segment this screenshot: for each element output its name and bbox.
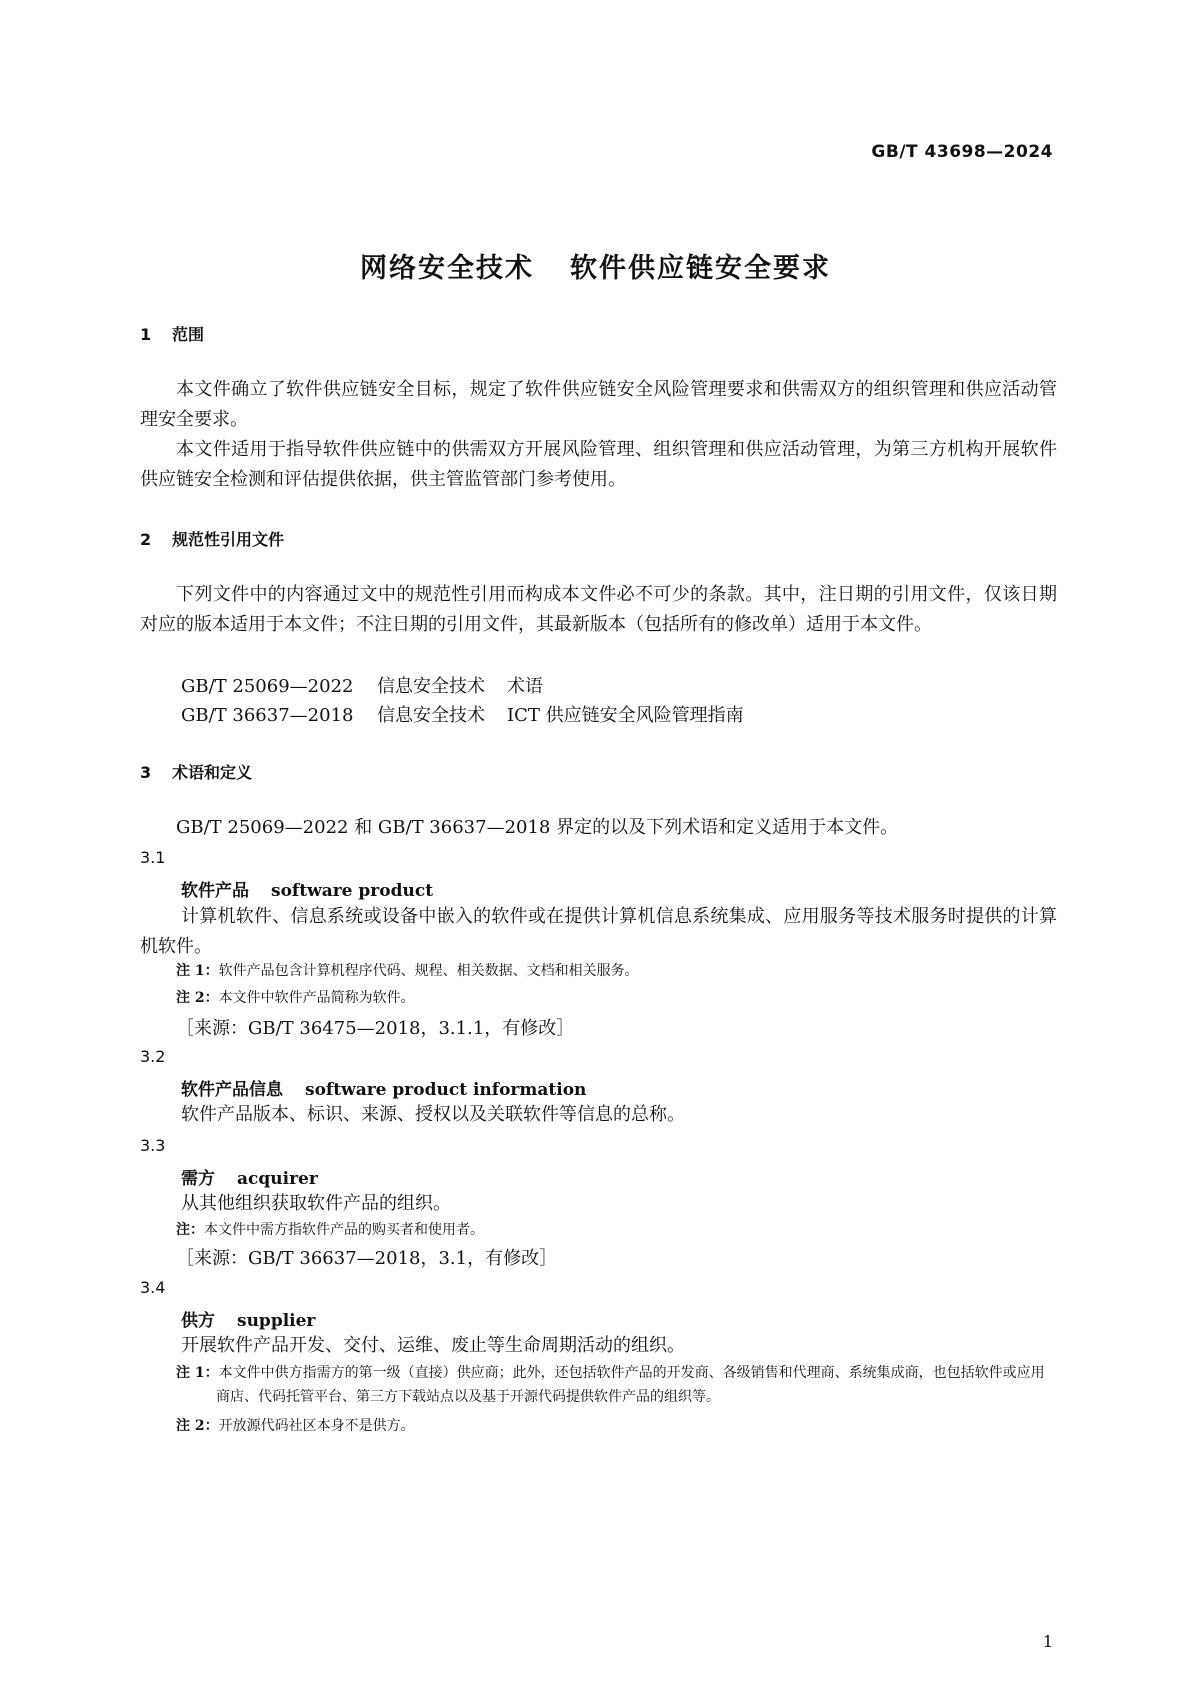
note-label: 注： [176, 1222, 204, 1238]
sec1-paragraph-1: 本文件确立了软件供应链安全目标，规定了软件供应链安全风险管理要求和供需双方的组织管理和供应活动管理安全要求。 [140, 379, 1057, 430]
term-number: 3.1 [140, 848, 166, 867]
term-cn: 软件产品信息 [181, 1080, 283, 1100]
term-definition: 从其他组织获取软件产品的组织。 [181, 1193, 451, 1214]
term-cn: 软件产品 [181, 881, 249, 901]
section-title: 范围 [172, 325, 205, 344]
term-heading [181, 1075, 586, 1100]
sec3-intro: GB/T 25069—2022 和 GB/T 36637—2018 界定的以及下列术语和定义适用于本文件。 [176, 817, 899, 838]
title-part-1: 网络安全技术 [360, 253, 534, 284]
reference-title-sub: ICT 供应链安全风险管理指南 [507, 705, 744, 726]
document-title [0, 246, 1191, 285]
term-en: supplier [237, 1311, 316, 1331]
section-2-heading [140, 527, 284, 550]
section-number: 2 [140, 530, 152, 549]
title-part-2: 软件供应链安全要求 [570, 253, 831, 284]
note-label: 注 1： [176, 963, 219, 979]
note [176, 1218, 1056, 1242]
term-en: software product [271, 881, 434, 901]
note [176, 959, 1056, 983]
note [176, 986, 1056, 1010]
term-heading [181, 1306, 315, 1331]
page-number: 1 [1042, 1632, 1053, 1651]
reference-item [181, 701, 744, 727]
reference-code: GB/T 36637—2018 [181, 705, 354, 726]
section-3-heading [140, 760, 252, 783]
term-source: ［来源：GB/T 36637—2018，3.1，有修改］ [176, 1248, 558, 1269]
section-number: 3 [140, 763, 152, 782]
note-text: 本文件中需方指软件产品的购买者和使用者。 [204, 1222, 484, 1238]
term-cn: 需方 [181, 1169, 215, 1189]
note [176, 1414, 1056, 1438]
reference-title-main: 信息安全技术 [377, 705, 485, 726]
section-title: 规范性引用文件 [172, 530, 285, 549]
term-cn: 供方 [181, 1311, 215, 1331]
reference-title-main: 信息安全技术 [377, 676, 485, 697]
reference-item [181, 672, 543, 698]
note [176, 1361, 1056, 1409]
term-en: acquirer [237, 1169, 318, 1189]
term-heading [181, 1164, 318, 1189]
term-number: 3.4 [140, 1278, 166, 1297]
section-number: 1 [140, 325, 152, 344]
term-en: software product information [305, 1080, 587, 1100]
term-heading [181, 876, 433, 901]
sec2-paragraph-1: 下列文件中的内容通过文中的规范性引用而构成本文件必不可少的条款。其中，注日期的引用文件，仅该日期对应的版本适用于本文件；不注日期的引用文件，其最新版本（包括所有的修改单）适用于本文件。 [140, 584, 1057, 635]
note-text: 本文件中软件产品简称为软件。 [218, 990, 415, 1006]
reference-code: GB/T 25069—2022 [181, 676, 354, 697]
term-definition: 开展软件产品开发、交付、运维、废止等生命周期活动的组织。 [181, 1335, 685, 1356]
section-1-heading [140, 322, 204, 345]
term-number: 3.2 [140, 1047, 166, 1066]
note-text: 本文件中供方指需方的第一级（直接）供应商；此外，还包括软件产品的开发商、各级销售和代理商、系统集成商，也包括软件或应用商店、代码托管平台、第三方下载站点以及基于开源代码提供软件产品的组织等。 [216, 1365, 1045, 1405]
note-label: 注 2： [176, 1418, 219, 1434]
term-source: ［来源：GB/T 36475—2018，3.1.1，有修改］ [176, 1018, 575, 1039]
note-text: 开放源代码社区本身不是供方。 [218, 1418, 415, 1434]
term-definition: 计算机软件、信息系统或设备中嵌入的软件或在提供计算机信息系统集成、应用服务等技术服务时提供的计算机软件。 [140, 906, 1057, 957]
reference-title-sub: 术语 [507, 676, 543, 697]
note-label: 注 2： [176, 990, 219, 1006]
note-label: 注 1： [176, 1365, 219, 1381]
note-text: 软件产品包含计算机程序代码、规程、相关数据、文档和相关服务。 [218, 963, 639, 979]
standard-number: GB/T 43698—2024 [871, 142, 1053, 162]
term-number: 3.3 [140, 1136, 166, 1155]
section-title: 术语和定义 [172, 763, 253, 782]
sec1-paragraph-2: 本文件适用于指导软件供应链中的供需双方开展风险管理、组织管理和供应活动管理，为第三方机构开展软件供应链安全检测和评估提供依据，供主管监管部门参考使用。 [140, 439, 1057, 490]
term-definition: 软件产品版本、标识、来源、授权以及关联软件等信息的总称。 [181, 1104, 685, 1125]
